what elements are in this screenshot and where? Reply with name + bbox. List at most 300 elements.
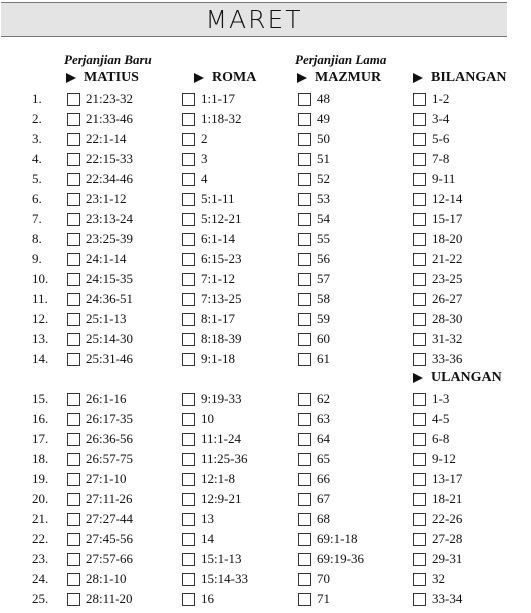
reading-label: 28:11-20 xyxy=(86,591,133,606)
reading-item[interactable] xyxy=(413,169,455,189)
reading-label: 28:1-10 xyxy=(86,571,127,586)
reading-item[interactable] xyxy=(413,229,462,249)
reading-item[interactable] xyxy=(298,309,330,329)
checkbox[interactable] xyxy=(182,413,195,426)
reading-item[interactable] xyxy=(413,289,462,309)
reading-item[interactable] xyxy=(67,349,133,369)
reading-label: 27:1-10 xyxy=(86,471,127,486)
reading-item[interactable] xyxy=(298,169,330,189)
checkbox[interactable] xyxy=(413,233,426,246)
reading-item[interactable] xyxy=(182,189,234,209)
checkbox[interactable] xyxy=(413,413,426,426)
checkbox[interactable] xyxy=(182,533,195,546)
reading-label: 27-28 xyxy=(432,531,463,546)
checkbox[interactable] xyxy=(182,273,195,286)
reading-label: 2 xyxy=(201,131,208,146)
reading-label: 21-22 xyxy=(432,251,463,266)
checkbox[interactable] xyxy=(67,493,80,506)
reading-label: 52 xyxy=(317,171,330,186)
reading-label: 49 xyxy=(317,111,330,126)
reading-item[interactable] xyxy=(298,569,330,589)
checkbox[interactable] xyxy=(67,253,80,266)
reading-label: 64 xyxy=(317,431,330,446)
reading-label: 33-34 xyxy=(432,591,463,606)
checkbox[interactable] xyxy=(182,193,195,206)
reading-item[interactable] xyxy=(67,329,133,349)
reading-item[interactable] xyxy=(182,169,208,189)
reading-item[interactable] xyxy=(67,229,133,249)
month-banner xyxy=(1,2,507,37)
day-number: 8. xyxy=(32,231,42,246)
checkbox[interactable] xyxy=(67,333,80,346)
checkbox[interactable] xyxy=(67,553,80,566)
checkbox[interactable] xyxy=(298,553,311,566)
checkbox[interactable] xyxy=(67,313,80,326)
reading-item[interactable] xyxy=(67,129,126,149)
reading-item[interactable] xyxy=(298,409,330,429)
checkbox[interactable] xyxy=(413,213,426,226)
reading-label: 1-2 xyxy=(432,91,450,106)
reading-item[interactable] xyxy=(182,549,241,569)
reading-item[interactable] xyxy=(67,449,133,469)
reading-item[interactable] xyxy=(413,409,449,429)
day-number: 17. xyxy=(32,431,49,446)
checkbox[interactable] xyxy=(413,353,426,366)
checkbox[interactable] xyxy=(67,533,80,546)
reading-label: 18-20 xyxy=(432,231,463,246)
day-number: 10. xyxy=(32,271,49,286)
reading-item[interactable] xyxy=(182,109,241,129)
reading-item[interactable] xyxy=(413,109,449,129)
reading-item[interactable] xyxy=(67,429,133,449)
reading-label: 28-30 xyxy=(432,311,463,326)
reading-label: 68 xyxy=(317,511,330,526)
reading-item[interactable] xyxy=(298,509,330,529)
reading-item[interactable] xyxy=(182,349,235,369)
column-header-label: MATIUS xyxy=(84,70,139,85)
reading-label: 5:1-11 xyxy=(201,191,235,206)
checkbox[interactable] xyxy=(298,453,311,466)
section-label-new-testament: Perjanjian Baru xyxy=(64,52,152,67)
reading-label: 7:1-12 xyxy=(201,271,235,286)
reading-item[interactable] xyxy=(182,249,241,269)
reading-item[interactable] xyxy=(182,149,208,169)
reading-label: 6-8 xyxy=(432,431,450,446)
checkbox[interactable] xyxy=(298,113,311,126)
reading-label: 5-6 xyxy=(432,131,450,146)
checkbox[interactable] xyxy=(413,333,426,346)
reading-item[interactable] xyxy=(182,269,235,289)
day-number: 4. xyxy=(32,151,42,166)
reading-label: 23:1-12 xyxy=(86,191,127,206)
reading-item[interactable] xyxy=(182,429,241,449)
reading-label: 22:34-46 xyxy=(86,171,133,186)
reading-item[interactable] xyxy=(298,249,330,269)
checkbox[interactable] xyxy=(298,193,311,206)
checkbox[interactable] xyxy=(182,133,195,146)
checkbox[interactable] xyxy=(413,573,426,586)
reading-item[interactable] xyxy=(298,429,330,449)
reading-item[interactable] xyxy=(413,529,462,549)
reading-item[interactable] xyxy=(413,149,449,169)
checkbox[interactable] xyxy=(413,153,426,166)
play-arrow-icon xyxy=(194,73,204,83)
reading-label: 26:17-35 xyxy=(86,411,133,426)
checkbox[interactable] xyxy=(182,253,195,266)
day-number: 21. xyxy=(32,511,49,526)
column-header-label: ULANGAN xyxy=(431,370,502,385)
day-number: 7. xyxy=(32,211,42,226)
checkbox[interactable] xyxy=(298,413,311,426)
reading-label: 66 xyxy=(317,471,330,486)
checkbox[interactable] xyxy=(182,353,195,366)
reading-item[interactable] xyxy=(413,429,449,449)
reading-item[interactable] xyxy=(182,589,214,609)
reading-item[interactable] xyxy=(298,129,330,149)
reading-item[interactable] xyxy=(182,469,235,489)
reading-item[interactable] xyxy=(413,329,462,349)
checkbox[interactable] xyxy=(413,393,426,406)
reading-label: 26:1-16 xyxy=(86,391,127,406)
checkbox[interactable] xyxy=(182,333,195,346)
page-title: MARET xyxy=(205,5,303,34)
checkbox[interactable] xyxy=(298,333,311,346)
checkbox[interactable] xyxy=(298,593,311,606)
checkbox[interactable] xyxy=(298,513,311,526)
checkbox[interactable] xyxy=(182,233,195,246)
day-number: 3. xyxy=(32,131,42,146)
reading-item[interactable] xyxy=(67,409,133,429)
reading-item[interactable] xyxy=(413,209,462,229)
day-number: 22. xyxy=(32,531,49,546)
checkbox[interactable] xyxy=(67,353,80,366)
reading-label: 12-14 xyxy=(432,191,463,206)
checkbox[interactable] xyxy=(413,253,426,266)
reading-label: 54 xyxy=(317,211,330,226)
reading-item[interactable] xyxy=(298,589,330,609)
day-number: 2. xyxy=(32,111,42,126)
checkbox[interactable] xyxy=(413,433,426,446)
checkbox[interactable] xyxy=(298,153,311,166)
reading-label: 50 xyxy=(317,131,330,146)
reading-label: 10 xyxy=(201,411,214,426)
day-number: 23. xyxy=(32,551,49,566)
checkbox[interactable] xyxy=(298,353,311,366)
checkbox[interactable] xyxy=(413,113,426,126)
checkbox[interactable] xyxy=(182,113,195,126)
checkbox[interactable] xyxy=(67,293,80,306)
reading-label: 48 xyxy=(317,91,330,106)
reading-label: 32 xyxy=(432,571,445,586)
checkbox[interactable] xyxy=(413,313,426,326)
checkbox[interactable] xyxy=(67,453,80,466)
checkbox[interactable] xyxy=(67,153,80,166)
day-number: 14. xyxy=(32,351,49,366)
reading-label: 23:25-39 xyxy=(86,231,133,246)
column-header-ulangan xyxy=(413,368,502,388)
reading-label: 57 xyxy=(317,271,330,286)
checkbox[interactable] xyxy=(67,513,80,526)
reading-item[interactable] xyxy=(413,509,462,529)
day-number: 25. xyxy=(32,591,49,606)
reading-label: 26-27 xyxy=(432,291,463,306)
reading-label: 16 xyxy=(201,591,214,606)
reading-item[interactable] xyxy=(67,549,133,569)
reading-item[interactable] xyxy=(298,389,330,409)
reading-label: 7-8 xyxy=(432,151,450,166)
checkbox[interactable] xyxy=(67,193,80,206)
reading-item[interactable] xyxy=(182,329,241,349)
checkbox[interactable] xyxy=(67,213,80,226)
reading-label: 7:13-25 xyxy=(201,291,242,306)
reading-item[interactable] xyxy=(182,569,248,589)
column-header-label: MAZMUR xyxy=(315,70,382,85)
checkbox[interactable] xyxy=(182,153,195,166)
checkbox[interactable] xyxy=(182,173,195,186)
checkbox[interactable] xyxy=(182,493,195,506)
checkbox[interactable] xyxy=(298,273,311,286)
reading-item[interactable] xyxy=(182,409,214,429)
checkbox[interactable] xyxy=(413,473,426,486)
reading-item[interactable] xyxy=(298,529,357,549)
checkbox[interactable] xyxy=(413,133,426,146)
checkbox[interactable] xyxy=(298,393,311,406)
reading-item[interactable] xyxy=(67,149,133,169)
checkbox[interactable] xyxy=(298,433,311,446)
checkbox[interactable] xyxy=(67,433,80,446)
checkbox[interactable] xyxy=(67,413,80,426)
checkbox[interactable] xyxy=(413,553,426,566)
reading-label: 24:1-14 xyxy=(86,251,127,266)
reading-label: 11:1-24 xyxy=(201,431,241,446)
reading-item[interactable] xyxy=(67,309,126,329)
reading-item[interactable] xyxy=(67,109,133,129)
column-header-mazmur xyxy=(297,68,381,88)
reading-label: 1-3 xyxy=(432,391,450,406)
reading-label: 22-26 xyxy=(432,511,463,526)
reading-item[interactable] xyxy=(182,309,235,329)
reading-label: 27:57-66 xyxy=(86,551,133,566)
reading-item[interactable] xyxy=(182,229,235,249)
reading-item[interactable] xyxy=(298,489,330,509)
play-arrow-icon xyxy=(66,73,76,83)
reading-item[interactable] xyxy=(182,509,214,529)
reading-item[interactable] xyxy=(413,549,462,569)
checkbox[interactable] xyxy=(67,233,80,246)
reading-label: 51 xyxy=(317,151,330,166)
reading-item[interactable] xyxy=(298,89,330,109)
reading-item[interactable] xyxy=(413,89,449,109)
day-number: 12. xyxy=(32,311,49,326)
checkbox[interactable] xyxy=(182,433,195,446)
reading-label: 9-11 xyxy=(432,171,456,186)
reading-item[interactable] xyxy=(413,589,462,609)
reading-label: 12:1-8 xyxy=(201,471,235,486)
reading-item[interactable] xyxy=(67,589,132,609)
reading-item[interactable] xyxy=(67,469,126,489)
reading-item[interactable] xyxy=(67,529,133,549)
reading-item[interactable] xyxy=(67,269,133,289)
reading-item[interactable] xyxy=(298,549,364,569)
reading-label: 4 xyxy=(201,171,208,186)
reading-item[interactable] xyxy=(413,569,445,589)
day-number: 13. xyxy=(32,331,49,346)
reading-label: 12:9-21 xyxy=(201,491,242,506)
reading-item[interactable] xyxy=(67,249,126,269)
checkbox[interactable] xyxy=(298,173,311,186)
checkbox[interactable] xyxy=(298,493,311,506)
reading-item[interactable] xyxy=(413,389,449,409)
reading-item[interactable] xyxy=(298,269,330,289)
reading-item[interactable] xyxy=(182,529,214,549)
reading-item[interactable] xyxy=(413,469,462,489)
reading-item[interactable] xyxy=(182,89,235,109)
checkbox[interactable] xyxy=(182,313,195,326)
reading-label: 4-5 xyxy=(432,411,450,426)
checkbox[interactable] xyxy=(413,273,426,286)
checkbox[interactable] xyxy=(298,133,311,146)
checkbox[interactable] xyxy=(298,533,311,546)
reading-label: 9:1-18 xyxy=(201,351,235,366)
checkbox[interactable] xyxy=(413,493,426,506)
checkbox[interactable] xyxy=(182,553,195,566)
reading-item[interactable] xyxy=(413,269,462,289)
day-number: 18. xyxy=(32,451,49,466)
checkbox[interactable] xyxy=(298,573,311,586)
checkbox[interactable] xyxy=(182,393,195,406)
reading-item[interactable] xyxy=(298,209,330,229)
reading-label: 27:27-44 xyxy=(86,511,133,526)
reading-label: 15-17 xyxy=(432,211,463,226)
reading-item[interactable] xyxy=(413,309,462,329)
reading-label: 14 xyxy=(201,531,214,546)
day-number: 15. xyxy=(32,391,49,406)
checkbox[interactable] xyxy=(67,393,80,406)
checkbox[interactable] xyxy=(182,453,195,466)
reading-item[interactable] xyxy=(298,449,330,469)
reading-item[interactable] xyxy=(67,569,126,589)
checkbox[interactable] xyxy=(182,293,195,306)
reading-label: 11:25-36 xyxy=(201,451,248,466)
checkbox[interactable] xyxy=(298,93,311,106)
checkbox[interactable] xyxy=(413,93,426,106)
reading-item[interactable] xyxy=(67,89,133,109)
reading-label: 33-36 xyxy=(432,351,463,366)
checkbox[interactable] xyxy=(182,513,195,526)
checkbox[interactable] xyxy=(413,173,426,186)
reading-label: 3 xyxy=(201,151,208,166)
checkbox[interactable] xyxy=(182,473,195,486)
checkbox[interactable] xyxy=(67,473,80,486)
day-number: 24. xyxy=(32,571,49,586)
column-header-bilangan xyxy=(413,68,506,88)
reading-item[interactable] xyxy=(298,289,330,309)
checkbox[interactable] xyxy=(413,593,426,606)
checkbox[interactable] xyxy=(67,93,80,106)
checkbox[interactable] xyxy=(413,193,426,206)
reading-item[interactable] xyxy=(413,349,462,369)
reading-item[interactable] xyxy=(182,489,241,509)
day-number: 11. xyxy=(32,291,48,306)
checkbox[interactable] xyxy=(298,213,311,226)
reading-item[interactable] xyxy=(298,329,330,349)
reading-item[interactable] xyxy=(182,289,241,309)
checkbox[interactable] xyxy=(298,293,311,306)
checkbox[interactable] xyxy=(298,233,311,246)
reading-item[interactable] xyxy=(67,389,126,409)
reading-item[interactable] xyxy=(298,109,330,129)
reading-label: 60 xyxy=(317,331,330,346)
reading-label: 13-17 xyxy=(432,471,463,486)
checkbox[interactable] xyxy=(298,473,311,486)
reading-label: 58 xyxy=(317,291,330,306)
checkbox[interactable] xyxy=(413,453,426,466)
reading-label: 21:23-32 xyxy=(86,91,133,106)
reading-label: 67 xyxy=(317,491,330,506)
checkbox[interactable] xyxy=(67,133,80,146)
reading-label: 26:57-75 xyxy=(86,451,133,466)
checkbox[interactable] xyxy=(67,573,80,586)
reading-label: 25:31-46 xyxy=(86,351,133,366)
reading-item[interactable] xyxy=(182,129,208,149)
checkbox[interactable] xyxy=(67,113,80,126)
reading-label: 21:33-46 xyxy=(86,111,133,126)
column-header-roma xyxy=(194,68,256,88)
reading-label: 1:18-32 xyxy=(201,111,242,126)
checkbox[interactable] xyxy=(67,593,80,606)
reading-item[interactable] xyxy=(298,349,330,369)
checkbox[interactable] xyxy=(413,513,426,526)
reading-item[interactable] xyxy=(413,189,462,209)
reading-item[interactable] xyxy=(413,489,462,509)
reading-label: 24:36-51 xyxy=(86,291,133,306)
reading-label: 56 xyxy=(317,251,330,266)
checkbox[interactable] xyxy=(67,273,80,286)
reading-label: 27:45-56 xyxy=(86,531,133,546)
checkbox[interactable] xyxy=(413,293,426,306)
reading-item[interactable] xyxy=(67,489,132,509)
reading-item[interactable] xyxy=(298,469,330,489)
reading-item[interactable] xyxy=(182,449,247,469)
checkbox[interactable] xyxy=(298,313,311,326)
checkbox[interactable] xyxy=(182,593,195,606)
reading-item[interactable] xyxy=(182,209,241,229)
reading-item[interactable] xyxy=(67,209,133,229)
checkbox[interactable] xyxy=(182,93,195,106)
reading-item[interactable] xyxy=(182,389,241,409)
reading-item[interactable] xyxy=(67,189,126,209)
checkbox[interactable] xyxy=(413,533,426,546)
reading-item[interactable] xyxy=(298,149,330,169)
reading-label: 9:19-33 xyxy=(201,391,242,406)
reading-item[interactable] xyxy=(67,289,133,309)
checkbox[interactable] xyxy=(182,213,195,226)
reading-label: 22:1-14 xyxy=(86,131,127,146)
checkbox[interactable] xyxy=(67,173,80,186)
day-number: 6. xyxy=(32,191,42,206)
reading-item[interactable] xyxy=(413,129,449,149)
reading-item[interactable] xyxy=(298,229,330,249)
checkbox[interactable] xyxy=(298,253,311,266)
reading-item[interactable] xyxy=(67,509,133,529)
reading-item[interactable] xyxy=(298,189,330,209)
reading-item[interactable] xyxy=(413,449,456,469)
reading-item[interactable] xyxy=(67,169,133,189)
reading-label: 1:1-17 xyxy=(201,91,235,106)
reading-label: 65 xyxy=(317,451,330,466)
checkbox[interactable] xyxy=(182,573,195,586)
reading-item[interactable] xyxy=(413,249,462,269)
